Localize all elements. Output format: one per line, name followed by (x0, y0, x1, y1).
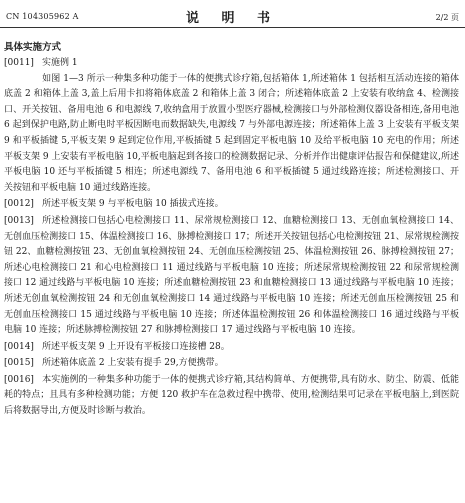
paragraph-number: [0014] (4, 341, 34, 352)
paragraph-text: 实施例 1 (42, 58, 78, 68)
paragraph-number: [0016] (4, 374, 34, 385)
section-title: 具体实施方式 (4, 42, 62, 53)
paragraph-text: 所述箱体底盖 2 上安装有提手 29,方便携带。 (42, 358, 224, 369)
paragraph-text: 所述平板支架 9 上开设有平板接口连接槽 28。 (42, 341, 230, 352)
paragraph-number: [0015] (4, 358, 34, 369)
paragraph-number: [0013] (4, 215, 34, 226)
document-body (4, 40, 459, 420)
page-number: 2/2 页 (435, 13, 459, 22)
paragraph-0014 (4, 340, 459, 356)
paragraph-text: 所述平板支架 9 与平板电脑 10 插拔式连接。 (42, 199, 224, 210)
patent-number: CN 104305962 A (6, 12, 79, 21)
paragraph-0012 (4, 197, 459, 213)
paragraph-0013 (4, 214, 459, 339)
paragraph-number: [0012] (4, 199, 34, 210)
paragraph-text: 如图 1—3 所示一种集多种功能于一体的便携式诊疗箱,包括箱体 1,所述箱体 1 包括相互活动连接的箱体底盖 2 和箱体上盖 3,盖上后用卡扣将箱体底盖 2 和箱体上盖 3 闭合；所述箱体底盖 2 上安装有收纳盒 4、检测接口、开关按钮、备用电池 6 和电源线 7,收纳盒用于放置小型医疗器械,检测接口与外部检测仪器设备相连,备用电池 6 起到保护电路,防止断电时平板因断电而数据缺失,电源线 7 与外部电源连接；所述箱体上盖 3 上安装有平板支架 9 和平板插键 5,平板支架 9 起到定位作用,平板插键 5 起到固定平板电脑 10 及给平板电脑 10 充电的作用；所述平板支架 9 上安装有平板电脑 10,平板电脑起到各接口的检测数据记录、分析并作出健康评估报告和保健建议,所述平板电脑 10 还与平板插键 5 相连；所述电源线 7、备用电池 6 和平板插键 5 通过线路连接；所述检测接口、开关按钮和平板电脑 10 通过线路连接。 (4, 73, 459, 193)
paragraph-number: [0011] (4, 58, 34, 68)
paragraph-0016 (4, 373, 459, 420)
paragraph-0011-body (4, 72, 459, 197)
header-rule (0, 27, 465, 28)
paragraph-0011 (4, 56, 459, 72)
page-header (0, 0, 465, 28)
paragraph-0015 (4, 356, 459, 372)
document-title: 说 明 书 (185, 11, 280, 26)
paragraph-text: 本实施例的一种集多种功能于一体的便携式诊疗箱,其结构简单、方便携带,具有防水、防尘、防震、低能耗的特点；且具有多种检测功能；方便 120 救护车在急救过程中携带、使用,检测结果可记录在平板电脑上,到医院后将数据导出,方便及时诊断与救治。 (4, 374, 459, 417)
paragraph-text: 所述检测接口包括心电检测接口 11、尿常规检测接口 12、血糖检测接口 13、无创血氧检测接口 14、无创血压检测接口 15、体温检测接口 16、脉搏检测接口 17；所述开关按钮包括心电检测按钮 21、尿常规检测按钮 22、血糖检测按钮 23、无创血氧检测按钮 24、无创血压检测按钮 25、体温检测按钮 26、脉搏检测按钮 27；所述心电检测接口 21 和心电检测接口 11 通过线路与平板电脑 10 连接；所述尿常规检测按钮 22 和尿常规检测接口 12 通过线路与平板电脑 10 连接；所述血糖检测按钮 23 和血糖检测接口 13 通过线路与平板电脑 10 连接；所述无创血氧检测按钮 24 和无创血氧检测接口 14 通过线路与平板电脑 10 连接；所述无创血压检测按钮 25 和无创血压检测接口 15 通过线路与平板电脑 10 连接；所述体温检测按钮 26 和体温检测接口 16 通过线路与平板电脑 10 连接；所述脉搏检测按钮 27 和脉搏检测接口 17 通过线路与平板电脑 10 连接。 (4, 215, 459, 336)
